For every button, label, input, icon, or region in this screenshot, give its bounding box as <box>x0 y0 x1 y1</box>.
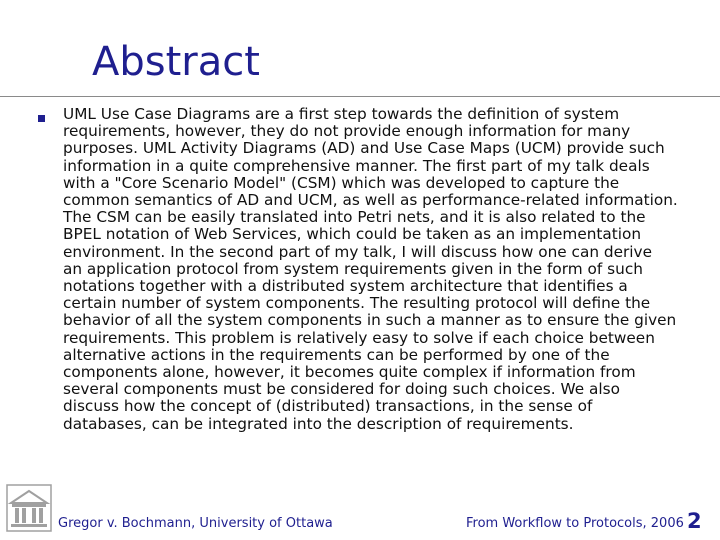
page-number: 2 <box>687 509 702 533</box>
abstract-paragraph: UML Use Case Diagrams are a first step towards the definition of system requirements, however, they do not provide enough information for many purposes. UML Activity Diagrams (AD) and Use Case Maps (UCM) provide such information in a quite comprehensive manner. The first part of my talk deals with a "Core Scenario Model" (CSM) which was developed to capture the common semantics of AD and UCM, as well as performance-related information. The CSM can be easily translated into Petri nets, and it is also related to the BPEL notation of Web Services, which could be taken as an implementation environment. In the second part of my talk, I will discuss how one can derive an application protocol from system requirements given in the form of such notations together with a distributed system architecture that identifies a certain number of system components. The resulting protocol will define the behavior of all the system components in such a manner as to ensure the given requirements. This problem is relatively easy to solve if each choice between alternative actions in the requirements can be performed by one of the components alone, however, it becomes quite complex if information from several components must be considered for doing such choices. We also discuss how the concept of (distributed) transactions, in the sense of databases, can be integrated into the description of requirements. <box>63 105 678 433</box>
bullet-square-icon <box>38 115 45 122</box>
title-divider <box>0 96 720 97</box>
footer-presentation-title: From Workflow to Protocols, 2006 <box>466 516 684 531</box>
footer-author: Gregor v. Bochmann, University of Ottawa <box>58 516 333 531</box>
university-building-icon <box>6 484 52 532</box>
slide-title: Abstract <box>92 39 260 85</box>
